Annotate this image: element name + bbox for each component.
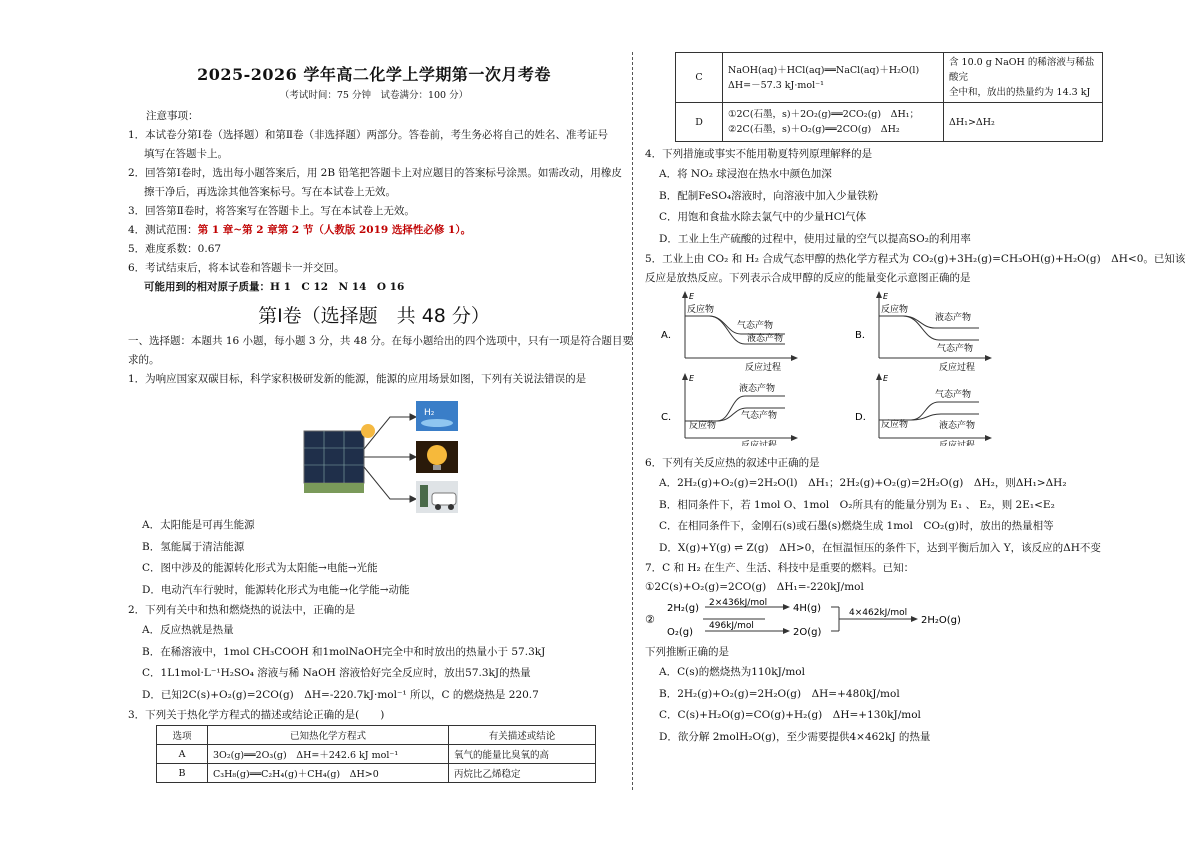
notes-item-2b: 擦干净后，再选涂其他答案标号。写在本试卷上无效。 [144, 186, 396, 198]
q3-header-option: 选项 [157, 726, 208, 745]
section-1-heading: 第Ⅰ卷（选择题 共 48 分） [258, 305, 490, 327]
q3-row-c-conclusion [944, 53, 1103, 103]
q6-option-b: B．相同条件下，若 1mol O、1mol O₂所具有的能量分别为 E₁ 、 E₂，则 2E₁<E₂ [659, 498, 1055, 511]
q5-panel-b-axis-x: 反应过程 [939, 363, 976, 373]
q5-panel-c [661, 373, 798, 446]
q3-row-c-desc-2: 全中和，放出的热量约为 14.3 kJ [949, 87, 1091, 98]
q3-row-a-option: A [157, 745, 208, 764]
q5-panel-b-axis-y: E [883, 292, 889, 301]
q6-stem: 6．下列有关反应热的叙述中正确的是 [645, 457, 820, 469]
q3-table-part-1 [156, 725, 596, 783]
q5-panel-b-top: 液态产物 [935, 313, 972, 323]
section-1-intro-line-1: 一、选择题：本题共 16 小题，每小题 3 分，共 48 分。在每小题给出的四个选项中，只有一项是符合题目要 [128, 335, 633, 347]
q5-panel-b-bottom: 气态产物 [937, 344, 974, 354]
h2-label: H₂ [424, 408, 435, 418]
q5-panel-d-axis-y: E [883, 374, 889, 383]
q7-option-d: D．欲分解 2molH₂O(g)，至少需要提供4×462kJ 的热量 [659, 730, 931, 743]
q7-o2-node: O₂(g) [667, 627, 694, 638]
q5-stem-line-2: 反应是放热反应。下列表示合成甲醇的反应的能量变化示意图正确的是 [645, 272, 971, 284]
q3-row-b-option: B [157, 764, 208, 783]
q5-panel-d-axis-x: 反应过程 [939, 441, 976, 446]
q7-equation-1: ①2C(s)+O₂(g)=2CO(g) ΔH₁=-220kJ/mol [645, 581, 864, 593]
q3-row-c-eq-2: ΔH=－57.3 kJ·mol⁻¹ [728, 79, 824, 91]
q1-option-d: D．电动汽车行驶时，能源转化形式为电能→化学能→动能 [142, 583, 410, 596]
q4-option-d: D．工业上生产硫酸的过程中，使用过量的空气以提高SO₂的利用率 [659, 232, 971, 245]
q3-row-c-equation [723, 53, 944, 103]
q7-h-h-energy: 2×436kJ/mol [709, 598, 768, 608]
q3-stem: 3．下列关于热化学方程式的描述或结论正确的是( ) [128, 709, 385, 721]
atomic-mass-line: 可能用到的相对原子质量：H 1 C 12 N 14 O 16 [144, 281, 405, 293]
notes-heading: 注意事项： [146, 110, 199, 122]
q5-panel-b [855, 291, 992, 373]
q7-product-node: 2H₂O(g) [921, 615, 961, 626]
light-bulb-icon [416, 441, 458, 473]
q1-stem: 1．为响应国家双碳目标，科学家积极研发新的能源，能源的应用场景如图，下列有关说法错误的是 [128, 373, 587, 385]
q5-diagrams-svg [645, 288, 1115, 446]
q5-panel-c-axis-x: 反应过程 [741, 441, 778, 446]
q3-row-b [157, 764, 596, 783]
q3-row-d-conclusion: ΔH₁>ΔH₂ [944, 103, 1103, 142]
q5-panel-a-top: 气态产物 [737, 321, 774, 331]
q3-row-d-option: D [676, 103, 723, 142]
q3-header-equation: 已知热化学方程式 [208, 726, 449, 745]
q1-energy-figure [128, 389, 620, 515]
q5-panel-c-letter: C． [661, 412, 678, 423]
q7-bond-diagram [645, 597, 1115, 643]
q3-row-b-equation: C₃H₈(g)══C₂H₄(g)＋CH₄(g) ΔH>0 [208, 764, 449, 783]
notes-item-3: 3．回答第Ⅱ卷时，将答案写在答题卡上。写在本试卷上无效。 [128, 205, 415, 217]
exam-title: 2025-2026 学年高二化学上学期第一次月考卷 [197, 65, 551, 84]
q5-panel-d-top: 气态产物 [935, 390, 972, 400]
q7-4h-node: 4H(g) [793, 603, 822, 614]
q7-option-c: C．C(s)+H₂O(g)=CO(g)+H₂(g) ΔH=+130kJ/mol [659, 709, 921, 721]
q3-row-a [157, 745, 596, 764]
q3-header-conclusion: 有关描述或结论 [449, 726, 596, 745]
q5-stem-line-1: 5．工业上由 CO₂ 和 H₂ 合成气态甲醇的热化学方程式为 CO₂(g)+3H₂(g)=CH₃OH(g)+H₂O(g) ΔH<0。已知该 [645, 253, 1186, 265]
q5-panel-d-reactant: 反应物 [881, 420, 909, 430]
q5-panel-a-letter: A． [661, 330, 678, 341]
notes-item-6: 6．考试结束后，将本试卷和答题卡一并交回。 [128, 262, 345, 274]
q2-option-c: C．1L1mol·L⁻¹H₂SO₄ 溶液与稀 NaOH 溶液恰好完全反应时，放出57.3kJ的热量 [142, 667, 531, 679]
q3-row-d [676, 103, 1103, 142]
q5-panel-d [855, 373, 992, 446]
q3-row-c [676, 53, 1103, 103]
q3-row-c-eq-1: NaOH(aq)＋HCl(aq)══NaCl(aq)＋H₂O(l) [728, 64, 920, 76]
q5-panel-c-top: 液态产物 [739, 384, 776, 394]
q7-o-h-energy: 4×462kJ/mol [849, 608, 908, 618]
q3-table-header-row [157, 726, 596, 745]
notes-item-4 [128, 221, 620, 240]
q5-panel-a-bottom: 液态产物 [747, 334, 784, 344]
q4-option-b: B．配制FeSO₄溶液时，向溶液中加入少量铁粉 [659, 189, 879, 202]
hydrogen-water-icon [416, 401, 458, 431]
notes-item-2a: 2．回答第Ⅰ卷时，选出每小题答案后，用 2B 铅笔把答题卡上对应题目的答案标号涂黑。如需改动，用橡皮 [128, 167, 622, 179]
q6-option-a: A．2H₂(g)+O₂(g)=2H₂O(l) ΔH₁；2H₂(g)+O₂(g)=2H₂O(g) ΔH₂，则ΔH₁>ΔH₂ [659, 477, 1067, 489]
q3-row-c-desc-1: 含 10.0 g NaOH 的稀溶液与稀盐酸完 [949, 57, 1095, 83]
scope-label: 4．测试范围： [128, 224, 198, 236]
notes-item-1a: 1．本试卷分第Ⅰ卷（选择题）和第Ⅱ卷（非选择题）两部分。答卷前，考生务必将自己的姓名、准考证号 [128, 129, 608, 141]
q4-option-a: A．将 NO₂ 球浸泡在热水中颜色加深 [659, 168, 832, 180]
q2-stem: 2．下列有关中和热和燃烧热的说法中，正确的是 [128, 604, 356, 616]
q4-option-c: C．用饱和食盐水除去氯气中的少量HCl气体 [659, 211, 867, 223]
q7-2o-node: 2O(g) [793, 627, 822, 638]
q7-judge: 下列推断正确的是 [645, 646, 729, 658]
q6-option-d: D．X(g)+Y(g) ⇌ Z(g) ΔH>0，在恒温恒压的条件下，达到平衡后加入 Y，该反应的ΔH不变 [659, 541, 1101, 554]
q5-panel-b-letter: B． [855, 330, 872, 341]
left-column [128, 54, 633, 783]
q3-row-b-conclusion: 丙烷比乙烯稳定 [449, 764, 596, 783]
q3-row-d-eq-2: ②2C(石墨，s)＋O₂(g)══2CO(g) ΔH₂ [728, 124, 900, 135]
column-divider [632, 52, 633, 790]
q1-option-c: C．图中涉及的能源转化形式为太阳能→电能→光能 [142, 562, 378, 574]
q5-panel-a-axis-y: E [689, 292, 695, 301]
scope-value: 第 1 章~第 2 章第 2 节（人教版 2019 选择性必修 1）。 [197, 224, 472, 236]
q7-option-a: A．C(s)的燃烧热为110kJ/mol [659, 666, 805, 678]
right-column [645, 52, 1186, 748]
q6-option-c: C．在相同条件下，金刚石(s)或石墨(s)燃烧生成 1mol CO₂(g)时，放出的热量相等 [659, 520, 1054, 532]
q7-h2-node: 2H₂(g) [667, 603, 700, 614]
q7-diagram-svg [645, 597, 1115, 643]
q3-row-a-conclusion: 氧气的能量比臭氧的高 [449, 745, 596, 764]
q1-option-b: B．氢能属于清洁能源 [142, 540, 245, 553]
q3-table-part-2 [675, 52, 1103, 142]
q5-panel-c-bottom: 气态产物 [741, 411, 778, 421]
q3-row-c-option: C [676, 53, 723, 103]
section-1-intro-line-2: 求的。 [128, 354, 160, 366]
q5-panel-a [661, 291, 798, 373]
q3-row-a-equation: 3O₂(g)══2O₃(g) ΔH=＋242.6 kJ mol⁻¹ [208, 745, 449, 764]
q5-panel-a-reactant: 反应物 [687, 305, 715, 315]
ev-charging-icon [416, 481, 458, 513]
q1-option-a: A．太阳能是可再生能源 [142, 519, 255, 531]
notes-item-5: 5．难度系数：0.67 [128, 243, 222, 255]
q5-panel-c-axis-y: E [689, 374, 695, 383]
q7-option-b: B．2H₂(g)+O₂(g)=2H₂O(g) ΔH=+480kJ/mol [659, 687, 900, 700]
q5-panel-d-bottom: 液态产物 [939, 421, 976, 431]
q7-stem: 7．C 和 H₂ 在生产、生活、科技中是重要的燃料。已知： [645, 562, 915, 574]
solar-panel-icon [304, 424, 375, 493]
q4-stem: 4．下列措施或事实不能用勒夏特列原理解释的是 [645, 148, 873, 160]
notes-item-1b: 填写在答题卡上。 [144, 148, 228, 160]
q3-row-d-eq-1: ①2C(石墨，s)＋2O₂(g)══2CO₂(g) ΔH₁； [728, 109, 920, 120]
q2-option-b: B．在稀溶液中，1mol CH₃COOH 和1molNaOH完全中和时放出的热量小于 57.3kJ [142, 645, 546, 658]
q1-figure-svg [128, 389, 620, 515]
q7-o-o-energy: 496kJ/mol [709, 621, 754, 631]
q5-panel-d-letter: D． [855, 412, 873, 423]
exam-subtitle: （考试时间：75 分钟 试卷满分：100 分） [279, 90, 469, 101]
q2-option-d: D．已知2C(s)+O₂(g)=2CO(g) ΔH=-220.7kJ·mol⁻¹ 所以，C 的燃烧热是 220.7 [142, 688, 539, 701]
q7-circle-2: ② [645, 613, 655, 626]
q2-option-a: A．反应热就是热量 [142, 624, 234, 636]
q3-row-d-equation [723, 103, 944, 142]
q5-panel-c-reactant: 反应物 [689, 421, 717, 431]
q5-panel-b-reactant: 反应物 [881, 305, 909, 315]
q5-panel-a-axis-x: 反应过程 [745, 363, 782, 373]
q5-diagrams [645, 288, 1115, 446]
